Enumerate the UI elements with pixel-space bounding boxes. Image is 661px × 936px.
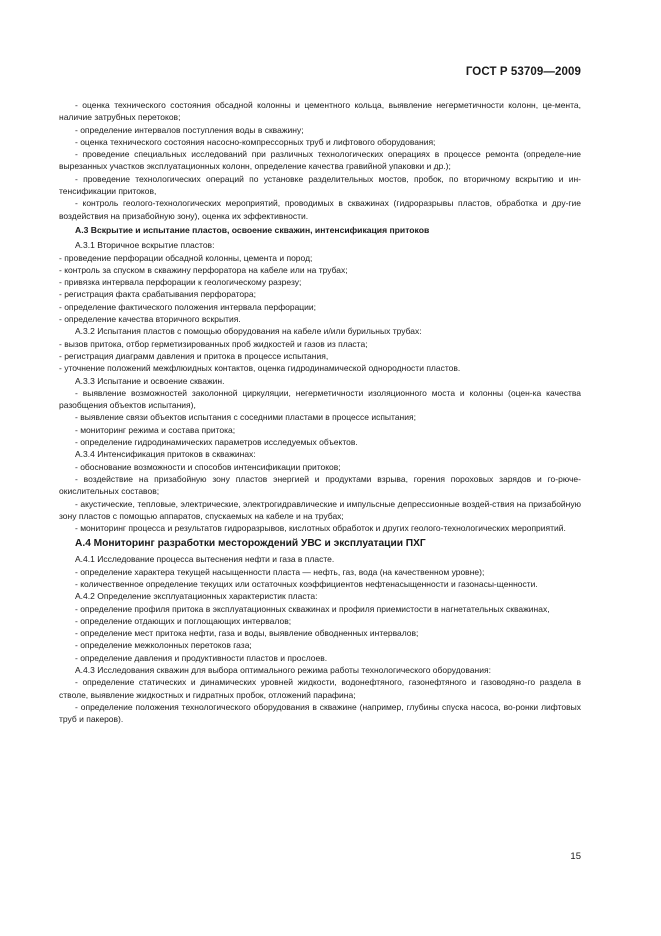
list-item: - выявление связи объектов испытания с соседними пластами в процессе испытания;: [75, 412, 416, 423]
list-item: - мониторинг процесса и результатов гидроразрывов, кислотных обработок и других геолого-технологических мероприятий.: [75, 523, 566, 534]
document-code: ГОСТ Р 53709—2009: [465, 66, 581, 78]
subsection-a4-2: А.4.2 Определение эксплуатационных характеристик пласта:: [75, 591, 318, 602]
list-item: - проведение перфорации обсадной колонны, цемента и пород;: [59, 252, 313, 263]
list-item: - количественное определение текущих или остаточных коэффициентов нефтенасыщенности и газонасы-щенности.: [75, 578, 538, 589]
list-item: - обоснование возможности и способов интенсификации притоков;: [75, 461, 341, 472]
list-item: - оценка технического состояния обсадной колонны и цементного кольца, выявление негерметичности колонн, це-мента, наличие затрубных перетоков;: [59, 100, 581, 123]
list-item: - определение давления и продуктивности пластов и прослоев.: [75, 652, 328, 663]
list-item: - выявление возможностей заколонной циркуляции, негерметичности изоляционного моста и колонны (оцен-ка качества разобщения объектов испытания),: [59, 387, 581, 411]
list-item: - воздействие на призабойную зону пластов энергией и продуктами взрыва, горения пороховых зарядов и го-рюче-окислительных составов;: [59, 473, 581, 497]
subsection-a3-1: А.3.1 Вторичное вскрытие пластов:: [75, 240, 215, 251]
list-item: - определение качества вторичного вскрытия.: [59, 314, 241, 325]
list-item: - определение гидродинамических параметров исследуемых объектов.: [75, 437, 358, 448]
subsection-a4-1: А.4.1 Исследование процесса вытеснения нефти и газа в пласте.: [75, 554, 335, 565]
list-item: - мониторинг режима и состава притока;: [75, 424, 236, 435]
list-item: - определение статических и динамических уровней жидкости, водонефтяного, газонефтяного и газоводяно-го раздела в стволе, выявление жидкостных и гидратных пробок, отложений парафина;: [59, 677, 581, 700]
list-item: - акустические, тепловые, электрические, электрогидравлические и импульсные депрессионные воздей-ствия на призабойную зону пластов с помощью аппаратов, спускаемых на кабеле и на трубах;: [59, 498, 581, 521]
list-item: - оценка технического состояния насосно-компрессорных труб и лифтового оборудования;: [75, 136, 436, 147]
section-heading-a4: А.4 Мониторинг разработки месторождений УВС и эксплуатации ПХГ: [75, 538, 426, 550]
subsection-a3-2: А.3.2 Испытания пластов с помощью оборудования на кабеле и/или бурильных трубах:: [75, 326, 422, 337]
list-item: - определение отдающих и поглощающих интервалов;: [75, 615, 292, 626]
document-body: [59, 99, 581, 726]
list-item: - контроль геолого-технологических мероприятий, проводимых в скважинах (гидроразрывы пластов, обработка и дру-гие воздействия на призабойную зону), оценка их эффективности.: [59, 198, 581, 221]
subsection-a4-3: А.4.3 Исследования скважин для выбора оптимального режима работы технологического оборудования:: [75, 665, 491, 676]
list-item: - регистрация факта срабатывания перфоратора;: [59, 289, 256, 300]
list-item: - определение мест притока нефти, газа и воды, выявление обводненных интервалов;: [75, 628, 419, 639]
list-item: - определение фактического положения интервала перфорации;: [59, 301, 317, 312]
section-heading-a3: А.3 Вскрытие и испытание пластов, освоение скважин, интенсификация притоков: [75, 224, 430, 235]
subsection-a3-4: А.3.4 Интенсификация притоков в скважинах:: [75, 449, 256, 460]
list-item: - привязка интервала перфорации к геологическому разрезу;: [59, 277, 302, 288]
list-item: - проведение технологических операций по установке разделительных мостов, пробок, по вторичному вскрытию и ин-тенсификации притоков,: [59, 173, 581, 197]
list-item: - определение профиля притока в эксплуатационных скважинах и профиля приемистости в нагнетательных скважинах,: [75, 603, 550, 614]
list-item: - определение положения технологического оборудования в скважине (например, глубины спуска насоса, во-ронки лифтовых труб и пакеров).: [59, 701, 581, 725]
list-item: - определение интервалов поступления воды в скважину;: [75, 124, 304, 135]
page-number: 15: [570, 851, 581, 862]
list-item: - вызов притока, отбор герметизированных проб жидкостей и газов из пласта;: [59, 338, 368, 349]
subsection-a3-3: А.3.3 Испытание и освоение скважин.: [75, 375, 225, 386]
list-item: - определение характера текущей насыщенности пласта — нефть, газ, вода (на качественном уровне);: [75, 566, 485, 577]
list-item: - контроль за спуском в скважину перфоратора на кабеле или на трубах;: [59, 264, 348, 275]
list-item: - уточнение положений межфлюидных контактов, оценка гидродинамической однородности пластов.: [59, 363, 461, 374]
list-item: - регистрация диаграмм давления и притока в процессе испытания,: [59, 350, 329, 361]
list-item: - проведение специальных исследований при различных технологических операциях в процессе ремонта (определе-ние вырезанных участков эксплуатационных колонн, определение качества гравийной упаковки и др.);: [59, 149, 581, 172]
list-item: - определение межколонных перетоков газа;: [75, 640, 252, 651]
